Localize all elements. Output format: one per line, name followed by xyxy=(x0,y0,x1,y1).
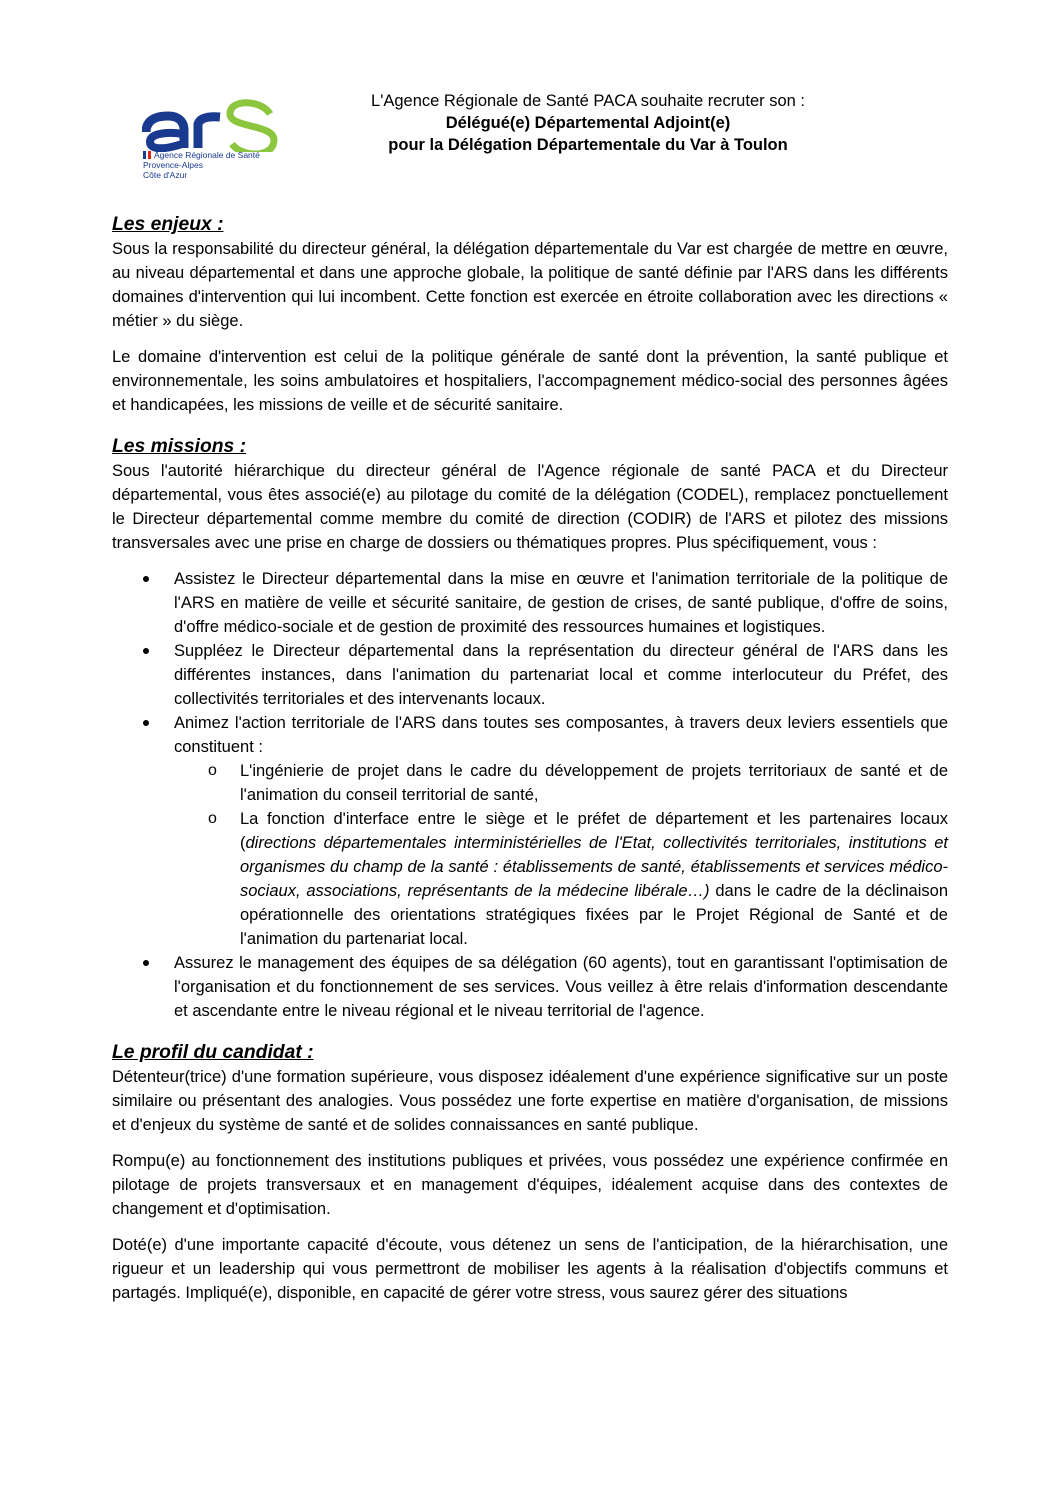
logo-caption xyxy=(143,150,260,180)
sub-bullet-text: L'ingénierie de projet dans le cadre du développement de projets territoriaux de santé et de l'animation du conseil territorial de santé, xyxy=(240,762,948,804)
bullet-text: Suppléez le Directeur départemental dans la représentation du directeur général de l'ARS dans les différentes instances, dans l'animation du partenariat local et comme interlocuteur du Préfet, des collectivités territoriales et des intervenants locaux. xyxy=(174,642,948,708)
section-title-profil: Le profil du candidat : xyxy=(112,1042,314,1063)
missions-intro: Sous l'autorité hiérarchique du directeur général de l'Agence régionale de santé PACA et du Directeur départemental, vous êtes associé(e) au pilotage du comité de la délégation (CODEL), remplacez ponctuellement le Directeur départemental comme membre du comité de direction (CODIR) de l'ARS et pilotez des missions transversales avec une prise en charge de dossiers ou thématiques propres. Plus spécifiquement, vous : xyxy=(112,462,948,552)
bullet-text: Assistez le Directeur départemental dans la mise en œuvre et l'animation territoriale de la politique de l'ARS en matière de veille et sécurité sanitaire, de gestion de crises, de santé publique, d'offre de soins, d'offre médico-sociale et de gestion de proximité des ressources humaines et logistiques. xyxy=(174,570,948,636)
flag-icon xyxy=(143,151,151,159)
sub-bullet-text-end: dans le cadre de la déclinaison opérationnelle des orientations stratégiques fixées par le Projet Régional de Santé et de l'animation du partenariat local. xyxy=(240,882,948,948)
job-heading xyxy=(328,90,848,156)
logo-line-2: Provence-Alpes xyxy=(143,160,204,170)
profil-paragraph-1: Détenteur(trice) d'une formation supérieure, vous disposez idéalement d'une expérience significative sur un poste similaire ou présentant des analogies. Vous possédez une forte expertise en matière d'organisation, de missions et d'enjeux du système de santé et de solides connaissances en santé publique. xyxy=(112,1068,948,1134)
enjeux-paragraph-1: Sous la responsabilité du directeur général, la délégation départementale du Var est chargée de mettre en œuvre, au niveau départemental et dans une approche globale, la politique de santé définie par l'ARS dans les différents domaines d'intervention qui lui incombent. Cette fonction est exercée en étroite collaboration avec les directions « métier » du siège. xyxy=(112,240,948,330)
ars-logo xyxy=(142,92,282,188)
logo-line-1: Agence Régionale de Santé xyxy=(154,150,260,160)
bullet-text: Assurez le management des équipes de sa délégation (60 agents), tout en garantissant l'optimisation de l'organisation et du fonctionnement de ses services. Vous veillez à être relais d'information descendante et ascendante entre le niveau régional et le niveau territorial de l'agence. xyxy=(174,954,948,1020)
document-body xyxy=(112,213,948,1305)
heading-position: Délégué(e) Départemental Adjoint(e) xyxy=(445,114,731,132)
ars-wordmark-icon xyxy=(142,92,282,152)
section-title-missions: Les missions : xyxy=(112,436,247,457)
sub-list-item xyxy=(174,807,948,951)
list-item xyxy=(112,951,948,1023)
logo-line-3: Côte d'Azur xyxy=(143,170,188,180)
enjeux-paragraph-2: Le domaine d'intervention est celui de la politique générale de santé dont la prévention, la santé publique et environnementale, les soins ambulatoires et hospitaliers, l'accompagnement médico-social des personnes âgées et handicapées, les missions de veille et de sécurité sanitaire. xyxy=(112,348,948,414)
list-item xyxy=(112,639,948,711)
profil-paragraph-2: Rompu(e) au fonctionnement des institutions publiques et privées, vous possédez une expérience confirmée en pilotage de projets transversaux et en management d'équipes, idéalement acquise dans des contextes de changement et d'optimisation. xyxy=(112,1152,948,1218)
sub-bullet-text: La fonction d'interface entre le siège et le préfet de département et les partenaires locaux ( xyxy=(240,810,948,852)
document-header xyxy=(112,0,948,200)
section-title-enjeux: Les enjeux : xyxy=(112,214,224,235)
heading-intro: L'Agence Régionale de Santé PACA souhaite recruter son : xyxy=(371,92,805,110)
bullet-text: Animez l'action territoriale de l'ARS dans toutes ses composantes, à travers deux leviers essentiels que constituent : xyxy=(174,714,948,756)
heading-location: pour la Délégation Départementale du Var à Toulon xyxy=(388,136,788,154)
sub-list xyxy=(174,759,948,951)
sub-list-item xyxy=(174,759,948,807)
missions-list xyxy=(112,567,948,1023)
list-item xyxy=(112,711,948,951)
profil-paragraph-3: Doté(e) d'une importante capacité d'écoute, vous détenez un sens de l'anticipation, de la hiérarchisation, une rigueur et un leadership qui vous permettront de mobiliser les agents à la réalisation d'objectifs communs et partagés. Impliqué(e), disponible, en capacité de gérer votre stress, vous saurez gérer des situations xyxy=(112,1236,948,1302)
list-item xyxy=(112,567,948,639)
sub-bullet-italic-text: directions départementales interministérielles de l'Etat, collectivités territoriales, institutions et organismes du champ de la santé : établissements de santé, établissements et services médico-sociaux, associations, représentants de la médecine libérale…) xyxy=(240,834,948,900)
